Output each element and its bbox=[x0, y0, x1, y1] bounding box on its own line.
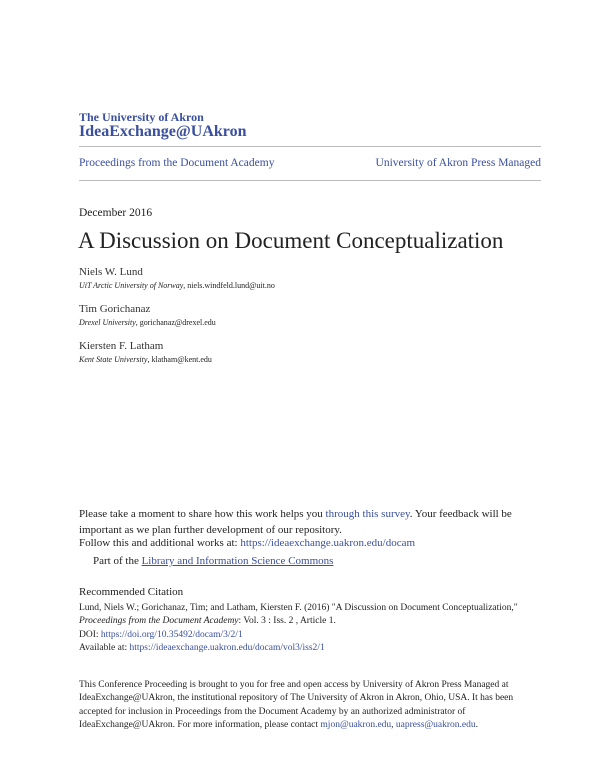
repository-name[interactable]: IdeaExchange@UAkron bbox=[79, 123, 247, 140]
publication-date: December 2016 bbox=[79, 207, 153, 219]
author-affiliation: Drexel University, gorichanaz@drexel.edu bbox=[79, 318, 216, 327]
article-url-link[interactable]: https://ideaexchange.uakron.edu/docam/vol3/iss2/1 bbox=[129, 642, 325, 653]
footer-text: This Conference Proceeding is brought to you for free and open access by University of Akron Press Managed at IdeaExchange@UAkron, the institutional repository of The University of Akron in Akron, Ohio, USA. It has been accepted for inclusion in Proceedings from the Document Academy by an authorized administrator of IdeaExchange@UAkron. For more information, please contact bbox=[79, 680, 514, 730]
part-of-line bbox=[93, 555, 333, 567]
publisher-link[interactable]: University of Akron Press Managed bbox=[375, 157, 541, 169]
author-name: Tim Gorichanaz bbox=[79, 303, 151, 315]
commons-link[interactable]: Library and Information Science Commons bbox=[141, 555, 334, 567]
author-affiliation: UiT Arctic University of Norway, niels.windfeld.lund@uit.no bbox=[79, 281, 275, 290]
affiliation-name: UiT Arctic University of Norway bbox=[79, 281, 184, 290]
citation-journal: Proceedings from the Document Academy bbox=[79, 616, 239, 627]
follow-url-link[interactable]: https://ideaexchange.uakron.edu/docam bbox=[240, 537, 416, 549]
survey-link[interactable]: through this survey bbox=[325, 508, 410, 520]
doi-label: DOI: bbox=[79, 629, 101, 640]
nav-divider bbox=[79, 180, 541, 181]
follow-line bbox=[79, 537, 415, 549]
contact-email-link[interactable]: mjon@uakron.edu bbox=[320, 719, 392, 730]
available-label: Available at: bbox=[79, 642, 130, 653]
doi-link[interactable]: https://doi.org/10.35492/docam/3/2/1 bbox=[100, 629, 243, 640]
share-text: Please take a moment to share how this work helps you bbox=[79, 508, 326, 520]
author-affiliation: Kent State University, klatham@kent.edu bbox=[79, 355, 212, 364]
citation-block bbox=[79, 602, 541, 655]
affiliation-name: Kent State University bbox=[79, 355, 148, 364]
university-name: The University of Akron bbox=[79, 110, 204, 124]
affiliation-name: Drexel University bbox=[79, 318, 136, 327]
citation-text: Lund, Niels W.; Gorichanaz, Tim; and Latham, Kiersten F. (2016) "A Discussion on Document Conceptualization," bbox=[79, 603, 518, 613]
recommended-citation-heading: Recommended Citation bbox=[79, 586, 184, 598]
footer-separator: , bbox=[391, 719, 396, 730]
author-name: Niels W. Lund bbox=[79, 266, 143, 278]
footer-end: . bbox=[475, 719, 479, 730]
collection-link[interactable]: Proceedings from the Document Academy bbox=[79, 157, 275, 169]
follow-label: Follow this and additional works at: bbox=[79, 537, 241, 549]
author-email: niels.windfeld.lund@uit.no bbox=[187, 281, 275, 290]
author-email: klatham@kent.edu bbox=[151, 355, 212, 364]
citation-volume: : Vol. 3 : Iss. 2 , Article 1. bbox=[238, 616, 336, 627]
author-name: Kiersten F. Latham bbox=[79, 340, 164, 352]
share-text-end: . Your feedback will be important as we plan further development of our repository. bbox=[79, 508, 512, 536]
part-of-label: Part of the bbox=[93, 555, 142, 567]
page-title: A Discussion on Document Conceptualization bbox=[78, 228, 504, 253]
top-divider bbox=[79, 146, 541, 147]
share-feedback-paragraph bbox=[79, 507, 541, 538]
contact-email-link[interactable]: uapress@uakron.edu bbox=[395, 719, 476, 730]
author-email: gorichanaz@drexel.edu bbox=[139, 318, 216, 327]
footer-notice bbox=[79, 679, 541, 732]
